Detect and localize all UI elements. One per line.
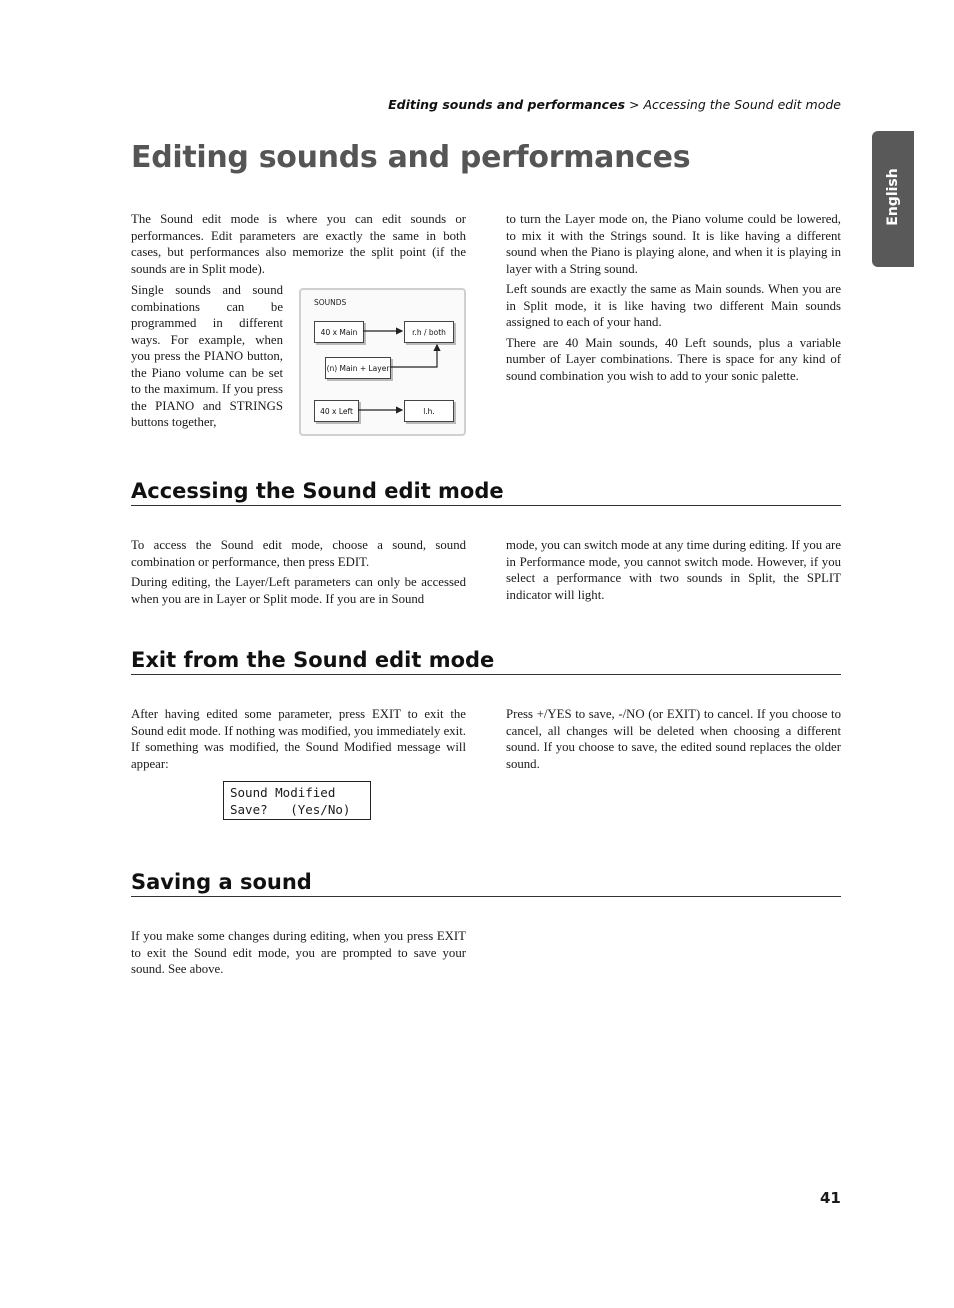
intro-paragraph-4: Left sounds are exactly the same as Main sounds. When you are in Split mode, it is like having two different Main sounds assigned to each of your hand. bbox=[506, 282, 841, 329]
page-title: Editing sounds and performances bbox=[131, 140, 691, 175]
diagram-box-layer: (n) Main + Layer bbox=[325, 357, 391, 379]
diagram-box-main: 40 x Main bbox=[314, 321, 364, 343]
sounds-diagram bbox=[299, 288, 466, 436]
heading-exit: Exit from the Sound edit mode bbox=[131, 648, 841, 675]
save-left-column bbox=[131, 928, 466, 982]
intro-paragraph-2: Single sounds and sound combinations can be programmed in different ways. For example, when you press the PIANO button, the Piano volume can be set to the maximum. If you press the PIANO and STRINGS buttons together, bbox=[131, 283, 283, 429]
lcd-line-2: Save? (Yes/No) bbox=[230, 802, 351, 817]
intro-paragraph-5: There are 40 Main sounds, 40 Left sounds, plus a variable number of Layer combinations. There is space for any kind of sound combination you wish to add to your sonic palette. bbox=[506, 335, 841, 383]
breadcrumb-separator: > bbox=[625, 97, 644, 112]
access-paragraph-3: mode, you can switch mode at any time during editing. If you are in Performance mode, you cannot switch mode. However, if you select a performance with two sounds in Split, the SPLIT indicator will light. bbox=[506, 538, 841, 602]
diagram-box-rh: r.h / both bbox=[404, 321, 454, 343]
page-number: 41 bbox=[820, 1189, 841, 1207]
access-right-column bbox=[506, 537, 841, 607]
breadcrumb-page: Accessing the Sound edit mode bbox=[643, 97, 841, 112]
access-paragraph-1: To access the Sound edit mode, choose a sound, sound combination or performance, then press EDIT. bbox=[131, 538, 466, 569]
intro-right-column bbox=[506, 211, 841, 388]
diagram-box-lh: l.h. bbox=[404, 400, 454, 422]
language-tab-label: English bbox=[885, 168, 901, 226]
save-paragraph-1: If you make some changes during editing, when you press EXIT to exit the Sound edit mode, you are prompted to save your sound. See above. bbox=[131, 929, 466, 976]
exit-right-column bbox=[506, 706, 841, 776]
heading-accessing: Accessing the Sound edit mode bbox=[131, 479, 841, 506]
breadcrumb bbox=[388, 97, 841, 112]
language-tab bbox=[872, 131, 914, 267]
access-left-column bbox=[131, 537, 466, 611]
diagram-box-left: 40 x Left bbox=[314, 400, 359, 422]
heading-saving: Saving a sound bbox=[131, 870, 841, 897]
diagram-title: SOUNDS bbox=[314, 298, 347, 307]
lcd-line-1: Sound Modified bbox=[230, 785, 336, 800]
arrow-layer-to-rh bbox=[390, 345, 437, 367]
exit-left-column bbox=[131, 706, 466, 776]
exit-paragraph-1: After having edited some parameter, press EXIT to exit the Sound edit mode. If nothing was modified, you immediately exit. If something was modified, the Sound Modified message will appear: bbox=[131, 707, 466, 771]
access-paragraph-2: During editing, the Layer/Left parameters can only be accessed when you are in Layer or Split mode. If you are in Sound bbox=[131, 575, 466, 606]
exit-paragraph-2: Press +/YES to save, -/NO (or EXIT) to cancel. If you choose to cancel, all changes will be deleted when choosing a different sound. If you choose to save, the edited sound replaces the older sound. bbox=[506, 707, 841, 771]
intro-left-narrow bbox=[131, 282, 283, 435]
diagram-arrows bbox=[301, 290, 464, 434]
intro-paragraph-1: The Sound edit mode is where you can edit sounds or performances. Edit parameters are exactly the same in both cases, but performances also memorize the split point (if the sounds are in Split mode). bbox=[131, 212, 466, 276]
intro-paragraph-3: to turn the Layer mode on, the Piano volume could be lowered, to mix it with the Strings sound. It is like having a different sound when the Piano is playing alone, and when it is playing in layer with a String sound. bbox=[506, 212, 841, 276]
intro-left-column bbox=[131, 211, 466, 281]
lcd-display bbox=[223, 781, 371, 820]
breadcrumb-section: Editing sounds and performances bbox=[388, 97, 626, 112]
